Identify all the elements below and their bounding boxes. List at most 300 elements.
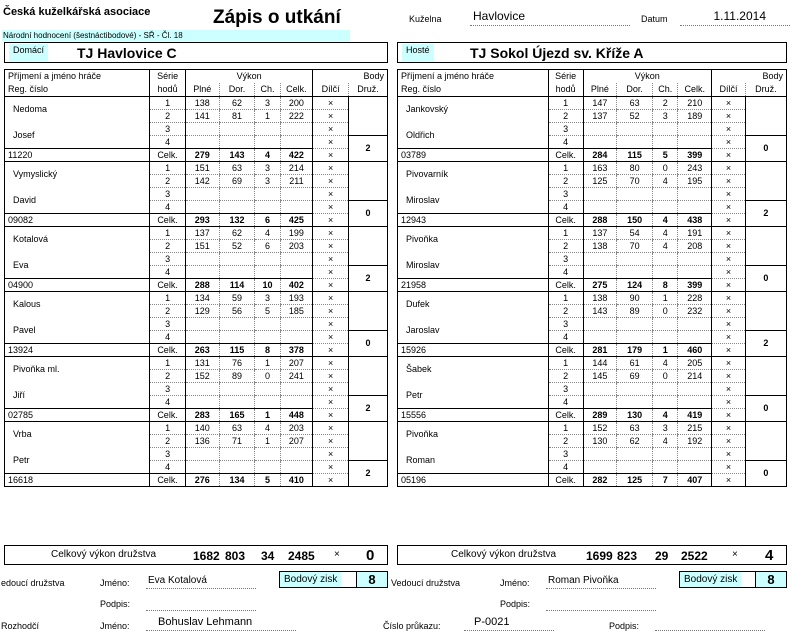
player-first-name: Roman xyxy=(398,448,549,474)
score-misses[interactable] xyxy=(255,253,280,266)
score-full[interactable] xyxy=(185,123,219,136)
home-leader-field[interactable] xyxy=(146,574,256,589)
series-number: 1 xyxy=(548,292,583,305)
score-misses[interactable] xyxy=(653,266,678,279)
score-total[interactable] xyxy=(678,318,712,331)
score-clear[interactable]: 71 xyxy=(219,435,255,448)
score-misses[interactable]: 1 xyxy=(255,435,280,448)
score-clear[interactable] xyxy=(617,253,653,266)
score-full[interactable] xyxy=(583,123,617,136)
score-total[interactable]: 232 xyxy=(678,305,712,318)
away-summary-clear: 823 xyxy=(617,549,638,563)
score-total[interactable]: 214 xyxy=(280,162,313,175)
total-label: Celk. xyxy=(150,409,186,422)
home-points-box xyxy=(279,571,388,588)
score-full[interactable] xyxy=(185,396,219,409)
score-full[interactable] xyxy=(583,318,617,331)
score-misses[interactable]: 4 xyxy=(255,227,280,240)
score-clear[interactable]: 81 xyxy=(219,110,255,123)
partial-points-cross: × xyxy=(712,448,746,461)
score-total[interactable] xyxy=(280,123,313,136)
date-value[interactable] xyxy=(680,9,790,26)
score-total[interactable]: 195 xyxy=(678,175,712,188)
score-misses[interactable]: 0 xyxy=(653,305,678,318)
total-sum: 402 xyxy=(280,279,313,292)
score-clear[interactable] xyxy=(617,331,653,344)
score-misses[interactable]: 6 xyxy=(255,240,280,253)
score-total[interactable]: 222 xyxy=(280,110,313,123)
player-last-name: Kalous xyxy=(5,292,150,318)
score-full[interactable] xyxy=(185,448,219,461)
score-full[interactable] xyxy=(185,201,219,214)
series-number: 2 xyxy=(150,435,186,448)
total-clear: 130 xyxy=(617,409,653,422)
score-full[interactable]: 152 xyxy=(583,422,617,435)
score-total[interactable]: 192 xyxy=(678,435,712,448)
score-clear[interactable] xyxy=(617,396,653,409)
score-full[interactable]: 147 xyxy=(583,97,617,110)
partial-col-header: Dílčí xyxy=(712,83,746,97)
score-total[interactable] xyxy=(678,448,712,461)
score-misses[interactable]: 3 xyxy=(255,162,280,175)
score-total[interactable]: 193 xyxy=(280,292,313,305)
partial-points-cross: × xyxy=(313,149,349,162)
score-clear[interactable] xyxy=(617,136,653,149)
score-total[interactable] xyxy=(678,461,712,474)
points-spacer xyxy=(745,97,786,136)
score-full[interactable]: 138 xyxy=(583,240,617,253)
score-misses[interactable] xyxy=(255,318,280,331)
score-misses[interactable] xyxy=(653,396,678,409)
score-clear[interactable] xyxy=(617,383,653,396)
player-row xyxy=(398,448,787,461)
score-total[interactable]: 241 xyxy=(280,370,313,383)
score-total[interactable] xyxy=(280,396,313,409)
score-clear[interactable] xyxy=(617,123,653,136)
series-number: 4 xyxy=(548,266,583,279)
total-label: Celk. xyxy=(548,214,583,227)
score-full[interactable]: 137 xyxy=(583,227,617,240)
full-col-header: Plné xyxy=(583,83,617,97)
score-clear[interactable]: 69 xyxy=(219,175,255,188)
score-clear[interactable]: 89 xyxy=(617,305,653,318)
score-misses[interactable] xyxy=(255,461,280,474)
score-clear[interactable] xyxy=(219,318,255,331)
score-clear[interactable]: 52 xyxy=(617,110,653,123)
score-misses[interactable] xyxy=(653,461,678,474)
player-row xyxy=(398,344,787,357)
player-last-name: Nedoma xyxy=(5,97,150,123)
score-total[interactable] xyxy=(678,188,712,201)
score-clear[interactable]: 70 xyxy=(617,175,653,188)
partial-points-cross: × xyxy=(313,461,349,474)
player-row xyxy=(5,357,388,370)
score-total[interactable]: 243 xyxy=(678,162,712,175)
performance-header: Výkon xyxy=(583,70,712,84)
referee-card-field[interactable] xyxy=(464,616,554,631)
score-full[interactable] xyxy=(185,318,219,331)
score-misses[interactable] xyxy=(653,253,678,266)
score-clear[interactable]: 80 xyxy=(617,162,653,175)
score-clear[interactable]: 70 xyxy=(617,240,653,253)
score-total[interactable]: 205 xyxy=(678,357,712,370)
away-sign-field[interactable] xyxy=(546,596,656,611)
score-full[interactable]: 151 xyxy=(185,162,219,175)
total-clear: 143 xyxy=(219,149,255,162)
score-clear[interactable] xyxy=(219,123,255,136)
player-row xyxy=(5,214,388,227)
score-clear[interactable] xyxy=(219,266,255,279)
series-number: 4 xyxy=(150,461,186,474)
series-number: 4 xyxy=(548,461,583,474)
score-misses[interactable]: 1 xyxy=(255,357,280,370)
score-clear[interactable] xyxy=(219,136,255,149)
score-full[interactable]: 144 xyxy=(583,357,617,370)
score-total[interactable]: 214 xyxy=(678,370,712,383)
score-full[interactable] xyxy=(185,136,219,149)
player-row xyxy=(398,162,787,175)
score-total[interactable]: 189 xyxy=(678,110,712,123)
score-full[interactable]: 140 xyxy=(185,422,219,435)
score-clear[interactable] xyxy=(219,188,255,201)
partial-points-cross: × xyxy=(313,344,349,357)
score-clear[interactable]: 62 xyxy=(219,97,255,110)
home-leader-name: Eva Kotalová xyxy=(148,575,207,586)
referee-sign-field[interactable] xyxy=(655,616,765,631)
score-misses[interactable]: 3 xyxy=(255,175,280,188)
score-total[interactable] xyxy=(280,201,313,214)
score-total[interactable] xyxy=(678,123,712,136)
score-full[interactable] xyxy=(583,253,617,266)
total-clear: 150 xyxy=(617,214,653,227)
score-full[interactable]: 137 xyxy=(185,227,219,240)
score-total[interactable]: 203 xyxy=(280,240,313,253)
score-total[interactable]: 191 xyxy=(678,227,712,240)
score-misses[interactable]: 4 xyxy=(653,240,678,253)
score-total[interactable]: 208 xyxy=(678,240,712,253)
score-misses[interactable]: 4 xyxy=(255,422,280,435)
total-sum: 399 xyxy=(678,279,712,292)
player-last-name: Pivoňka ml. xyxy=(5,357,150,383)
series-col-header-2: hodů xyxy=(548,83,583,97)
score-misses[interactable]: 2 xyxy=(653,97,678,110)
score-total[interactable]: 199 xyxy=(280,227,313,240)
score-clear[interactable] xyxy=(617,188,653,201)
total-label: Celk. xyxy=(150,474,186,487)
score-misses[interactable] xyxy=(653,136,678,149)
series-number: 4 xyxy=(150,396,186,409)
score-clear[interactable] xyxy=(617,461,653,474)
player-row xyxy=(398,279,787,292)
score-full[interactable]: 125 xyxy=(583,175,617,188)
score-misses[interactable]: 4 xyxy=(653,175,678,188)
score-total[interactable] xyxy=(280,331,313,344)
score-full[interactable]: 143 xyxy=(583,305,617,318)
score-full[interactable] xyxy=(185,188,219,201)
score-full[interactable] xyxy=(583,266,617,279)
score-clear[interactable] xyxy=(617,318,653,331)
score-full[interactable]: 137 xyxy=(583,110,617,123)
player-points: 2 xyxy=(349,461,388,487)
score-misses[interactable]: 0 xyxy=(653,370,678,383)
score-clear[interactable]: 61 xyxy=(617,357,653,370)
player-row xyxy=(398,409,787,422)
player-points: 2 xyxy=(349,396,388,422)
score-full[interactable]: 141 xyxy=(185,110,219,123)
total-sum: 407 xyxy=(678,474,712,487)
score-misses[interactable] xyxy=(653,201,678,214)
score-total[interactable]: 207 xyxy=(280,435,313,448)
score-misses[interactable] xyxy=(653,448,678,461)
score-total[interactable] xyxy=(280,448,313,461)
score-misses[interactable] xyxy=(653,318,678,331)
score-clear[interactable]: 59 xyxy=(219,292,255,305)
score-clear[interactable] xyxy=(219,396,255,409)
score-misses[interactable]: 3 xyxy=(255,97,280,110)
total-clear: 115 xyxy=(617,149,653,162)
venue-value[interactable] xyxy=(470,9,630,26)
score-total[interactable] xyxy=(678,136,712,149)
score-clear[interactable] xyxy=(219,201,255,214)
score-clear[interactable]: 63 xyxy=(219,422,255,435)
score-full[interactable]: 136 xyxy=(185,435,219,448)
score-total[interactable] xyxy=(280,188,313,201)
total-sum: 419 xyxy=(678,409,712,422)
player-row xyxy=(398,123,787,136)
total-full: 289 xyxy=(583,409,617,422)
header-row xyxy=(5,70,388,84)
score-total[interactable] xyxy=(678,396,712,409)
score-total[interactable] xyxy=(678,383,712,396)
score-full[interactable] xyxy=(185,331,219,344)
partial-points-cross: × xyxy=(313,474,349,487)
away-summary-label: Celkový výkon družstva xyxy=(451,549,557,560)
series-number: 3 xyxy=(150,318,186,331)
series-number: 3 xyxy=(548,448,583,461)
score-total[interactable]: 228 xyxy=(678,292,712,305)
player-row xyxy=(398,292,787,305)
score-misses[interactable]: 1 xyxy=(255,110,280,123)
score-misses[interactable] xyxy=(255,266,280,279)
score-full[interactable]: 138 xyxy=(185,97,219,110)
score-clear[interactable]: 56 xyxy=(219,305,255,318)
score-full[interactable] xyxy=(185,461,219,474)
partial-points-cross: × xyxy=(712,149,746,162)
player-row xyxy=(5,188,388,201)
score-total[interactable]: 211 xyxy=(280,175,313,188)
away-leader-field[interactable] xyxy=(546,574,656,589)
home-summary-full: 1682 xyxy=(193,549,220,563)
partial-points-cross: × xyxy=(712,331,746,344)
score-misses[interactable]: 4 xyxy=(653,227,678,240)
score-misses[interactable]: 4 xyxy=(653,357,678,370)
score-full[interactable]: 142 xyxy=(185,175,219,188)
partial-points-cross: × xyxy=(313,110,349,123)
score-full[interactable] xyxy=(583,383,617,396)
total-sum: 460 xyxy=(678,344,712,357)
score-full[interactable] xyxy=(185,383,219,396)
series-number: 3 xyxy=(150,448,186,461)
score-misses[interactable] xyxy=(255,123,280,136)
referee-name-field[interactable] xyxy=(146,616,296,631)
score-full[interactable]: 163 xyxy=(583,162,617,175)
score-full[interactable] xyxy=(583,136,617,149)
partial-points-cross: × xyxy=(313,253,349,266)
score-total[interactable] xyxy=(280,318,313,331)
score-clear[interactable] xyxy=(219,253,255,266)
total-label: Celk. xyxy=(548,149,583,162)
score-misses[interactable] xyxy=(255,383,280,396)
score-misses[interactable] xyxy=(653,331,678,344)
partial-points-cross: × xyxy=(712,383,746,396)
player-row xyxy=(5,292,388,305)
score-misses[interactable]: 0 xyxy=(653,162,678,175)
score-misses[interactable] xyxy=(653,123,678,136)
total-full: 283 xyxy=(185,409,219,422)
player-reg-number: 05196 xyxy=(398,474,549,487)
score-misses[interactable] xyxy=(255,448,280,461)
away-summary-row xyxy=(397,545,787,565)
away-summary-total: 2522 xyxy=(681,549,708,563)
partial-points-cross: × xyxy=(712,123,746,136)
score-full[interactable] xyxy=(185,266,219,279)
series-number: 4 xyxy=(548,201,583,214)
partial-points-cross: × xyxy=(313,227,349,240)
score-misses[interactable]: 3 xyxy=(653,422,678,435)
score-misses[interactable] xyxy=(255,188,280,201)
score-misses[interactable]: 0 xyxy=(255,370,280,383)
score-full[interactable] xyxy=(583,188,617,201)
score-full[interactable]: 152 xyxy=(185,370,219,383)
score-misses[interactable]: 1 xyxy=(653,292,678,305)
score-clear[interactable]: 69 xyxy=(617,370,653,383)
player-last-name: Pivoňka xyxy=(398,422,549,448)
score-total[interactable] xyxy=(678,266,712,279)
score-clear[interactable] xyxy=(617,448,653,461)
score-clear[interactable] xyxy=(617,266,653,279)
score-clear[interactable] xyxy=(219,461,255,474)
score-full[interactable]: 151 xyxy=(185,240,219,253)
score-full[interactable]: 130 xyxy=(583,435,617,448)
partial-points-cross: × xyxy=(712,474,746,487)
total-clear: 165 xyxy=(219,409,255,422)
home-sign-field[interactable] xyxy=(146,596,256,611)
player-points: 0 xyxy=(745,136,786,162)
score-clear[interactable]: 76 xyxy=(219,357,255,370)
score-clear[interactable] xyxy=(617,201,653,214)
score-full[interactable] xyxy=(583,201,617,214)
score-clear[interactable] xyxy=(219,448,255,461)
score-clear[interactable]: 63 xyxy=(617,422,653,435)
score-full[interactable]: 131 xyxy=(185,357,219,370)
player-row xyxy=(5,448,388,461)
score-full[interactable] xyxy=(583,331,617,344)
score-total[interactable] xyxy=(280,461,313,474)
score-clear[interactable]: 63 xyxy=(617,97,653,110)
score-total[interactable]: 215 xyxy=(678,422,712,435)
score-total[interactable] xyxy=(280,266,313,279)
score-total[interactable] xyxy=(280,383,313,396)
partial-points-cross: × xyxy=(712,435,746,448)
total-full: 288 xyxy=(583,214,617,227)
score-total[interactable] xyxy=(280,253,313,266)
score-misses[interactable]: 3 xyxy=(653,110,678,123)
series-number: 1 xyxy=(548,357,583,370)
partial-points-cross: × xyxy=(712,305,746,318)
player-row xyxy=(398,188,787,201)
score-total[interactable] xyxy=(678,331,712,344)
partial-points-cross: × xyxy=(712,461,746,474)
score-full[interactable] xyxy=(583,396,617,409)
home-tag: Domácí xyxy=(9,44,48,61)
score-clear[interactable]: 54 xyxy=(617,227,653,240)
score-full[interactable]: 129 xyxy=(185,305,219,318)
player-reg-number: 11220 xyxy=(5,149,150,162)
score-misses[interactable]: 4 xyxy=(653,435,678,448)
score-full[interactable]: 138 xyxy=(583,292,617,305)
score-full[interactable] xyxy=(583,461,617,474)
full-col-header: Plné xyxy=(185,83,219,97)
score-clear[interactable] xyxy=(219,331,255,344)
partial-points-cross: × xyxy=(712,188,746,201)
score-clear[interactable]: 90 xyxy=(617,292,653,305)
score-clear[interactable]: 62 xyxy=(219,227,255,240)
points-spacer xyxy=(745,357,786,396)
series-number: 2 xyxy=(548,370,583,383)
score-misses[interactable] xyxy=(653,188,678,201)
score-clear[interactable]: 52 xyxy=(219,240,255,253)
score-total[interactable]: 185 xyxy=(280,305,313,318)
total-sum: 438 xyxy=(678,214,712,227)
score-misses[interactable]: 5 xyxy=(255,305,280,318)
score-clear[interactable]: 62 xyxy=(617,435,653,448)
score-total[interactable]: 207 xyxy=(280,357,313,370)
player-row xyxy=(5,383,388,396)
player-points: 0 xyxy=(349,201,388,227)
score-total[interactable] xyxy=(678,253,712,266)
score-full[interactable] xyxy=(185,253,219,266)
score-misses[interactable] xyxy=(255,136,280,149)
score-clear[interactable]: 89 xyxy=(219,370,255,383)
series-number: 4 xyxy=(548,136,583,149)
score-misses[interactable] xyxy=(255,201,280,214)
score-total[interactable] xyxy=(678,201,712,214)
score-clear[interactable] xyxy=(219,383,255,396)
player-row xyxy=(398,422,787,435)
score-total[interactable]: 200 xyxy=(280,97,313,110)
score-misses[interactable] xyxy=(255,396,280,409)
venue-label: Kuželna xyxy=(409,14,442,24)
score-clear[interactable]: 63 xyxy=(219,162,255,175)
home-points-label: Bodový zisk xyxy=(280,572,341,587)
total-sum: 448 xyxy=(280,409,313,422)
score-total[interactable] xyxy=(280,136,313,149)
series-number: 2 xyxy=(150,110,186,123)
score-total[interactable]: 210 xyxy=(678,97,712,110)
score-misses[interactable] xyxy=(255,331,280,344)
points-spacer xyxy=(349,357,388,396)
score-full[interactable] xyxy=(583,448,617,461)
score-misses[interactable] xyxy=(653,383,678,396)
total-full: 275 xyxy=(583,279,617,292)
score-misses[interactable]: 3 xyxy=(255,292,280,305)
score-total[interactable]: 203 xyxy=(280,422,313,435)
series-number: 1 xyxy=(548,162,583,175)
score-full[interactable]: 134 xyxy=(185,292,219,305)
total-full: 282 xyxy=(583,474,617,487)
score-full[interactable]: 145 xyxy=(583,370,617,383)
total-clear: 125 xyxy=(617,474,653,487)
